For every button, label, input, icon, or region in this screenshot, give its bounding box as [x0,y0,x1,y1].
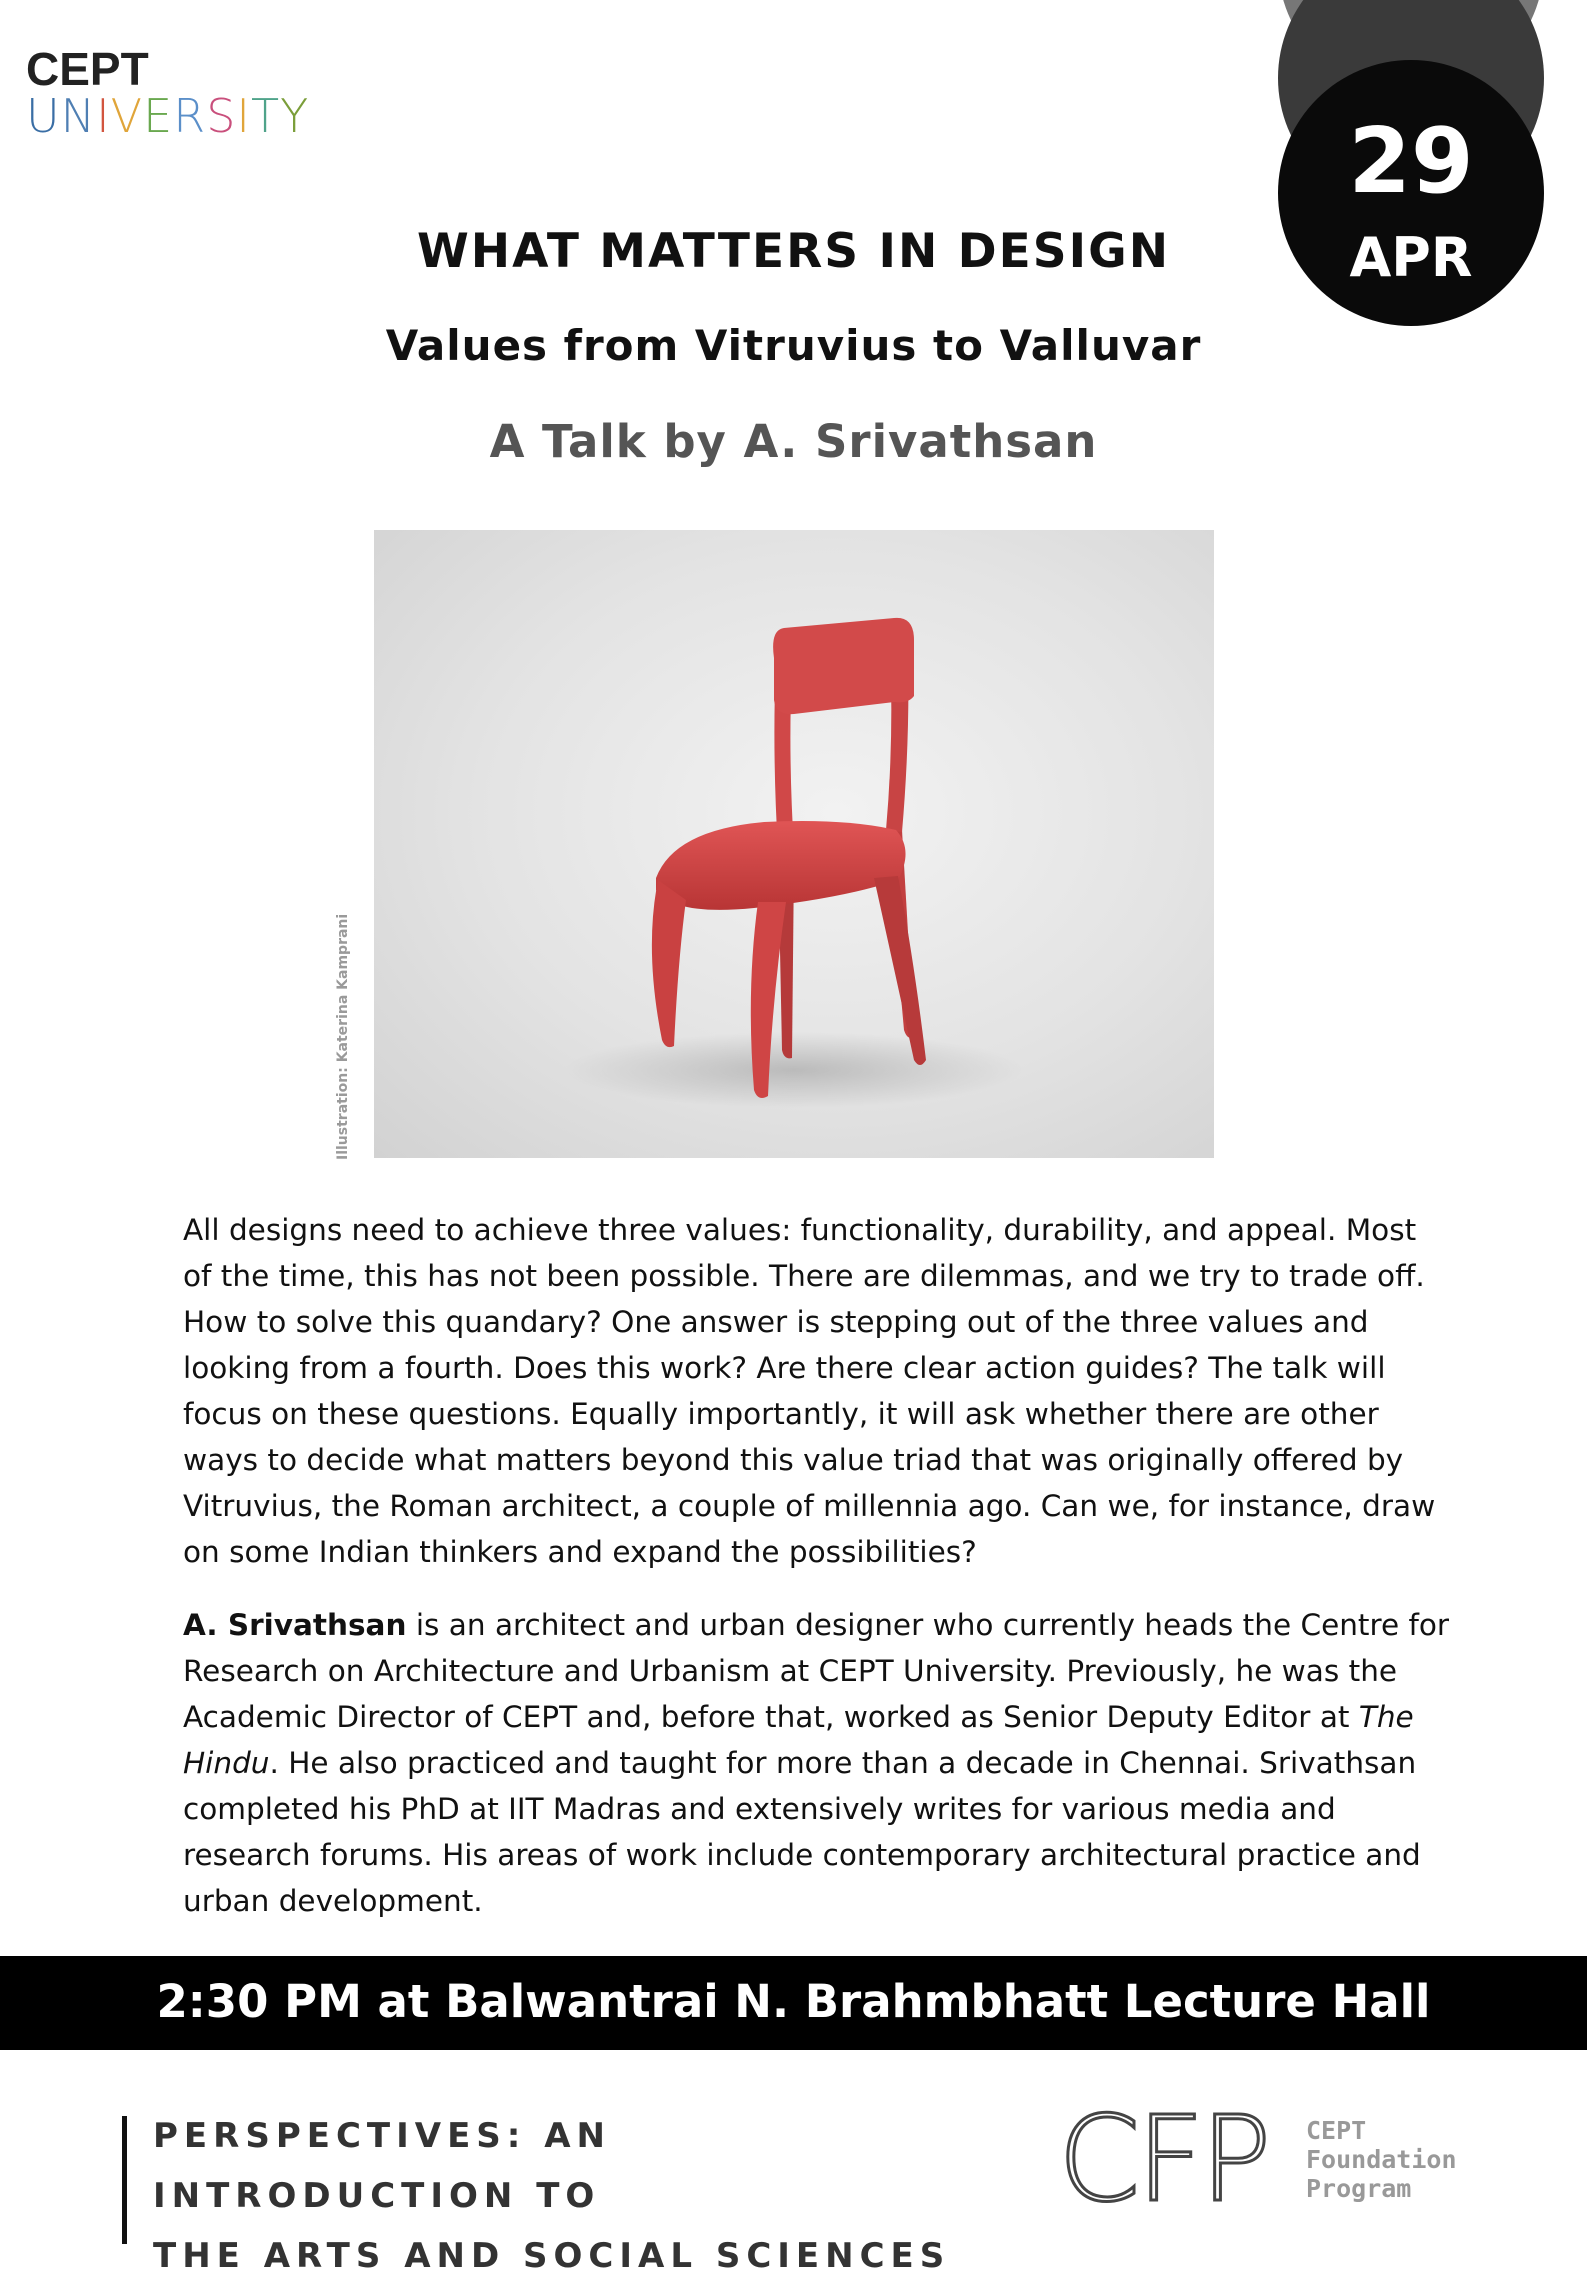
series-title-line2: THE ARTS AND SOCIAL SCIENCES [153,2236,951,2276]
event-speaker: A Talk by A. Srivathsan [489,415,1098,468]
logo-letter-0: U [26,89,61,143]
series-title [153,2106,953,2286]
speaker-bio-paragraph [183,1602,1453,1924]
chair-drawing [374,530,1214,1158]
logo-letter-7: I [236,89,251,143]
logo-letter-2: I [96,89,111,143]
cfp-mark-text: CFP [1058,2090,1268,2228]
cfp-line1: CEPT [1306,2116,1367,2145]
cfp-logo-mark [1058,2090,1298,2228]
cfp-line2: Foundation [1306,2145,1457,2174]
abstract-paragraph: All designs need to achieve three values: functionality, durability, and appeal. Most of the time, this has not been possible. There are dilemmas, and we try to trade off. How to solve this quandary? One answer is stepping out of the three values and looking from a fourth. Does this work? Are there clear action guides? The talk will focus on these questions. Equally importantly, it will ask whether there are other ways to decide what matters beyond this value triad that was originally offered by Vitruvius, the Roman architect, a couple of millennia ago. Can we, for instance, draw on some Indian thinkers and expand the possibilities? [183,1213,1436,1569]
illustration-credit: Illustration: Katerina Kamprani [335,913,351,1160]
bio-publication: The Hindu [183,1700,1414,1780]
logo-cept-text: CEPT [26,43,149,95]
cept-university-logo [26,43,326,146]
event-subtitle: Values from Vitruvius to Valluvar [385,321,1202,370]
cfp-program-name [1306,2116,1506,2203]
logo-university-text [26,90,326,142]
chair-illustration [374,530,1214,1158]
bio-text-before: is an architect and urban designer who currently heads the Centre for Research on Architecture and Urbanism at CEPT University. Previously, he was the Academic Director of CEPT and, before that, worked as Senior Deputy Editor at [183,1608,1450,1734]
speaker-name: A. Srivathsan [183,1608,407,1642]
logo-letter-6: S [206,89,237,143]
date-month: APR [1349,226,1473,289]
logo-letter-4: E [143,89,174,143]
logo-letter-3: V [110,89,144,143]
bio-text-after: . He also practiced and taught for more than a decade in Chennai. Srivathsan completed his PhD at IIT Madras and extensively writes for various media and research forums. His areas of work include contemporary architectural practice and urban development. [183,1746,1421,1918]
event-title: WHAT MATTERS IN DESIGN [416,224,1171,279]
logo-letter-1: N [60,89,97,143]
date-day: 29 [1348,109,1474,214]
venue-time-text: 2:30 PM at Balwantrai N. Brahmbhatt Lecture Hall [156,1975,1431,2028]
footer-divider-line [122,2116,127,2244]
logo-letter-8: T [250,89,281,143]
cfp-line3: Program [1306,2174,1412,2203]
series-title-line1: PERSPECTIVES: AN INTRODUCTION TO [153,2116,611,2216]
logo-letter-5: R [173,89,207,143]
logo-letter-9: Y [280,89,310,143]
